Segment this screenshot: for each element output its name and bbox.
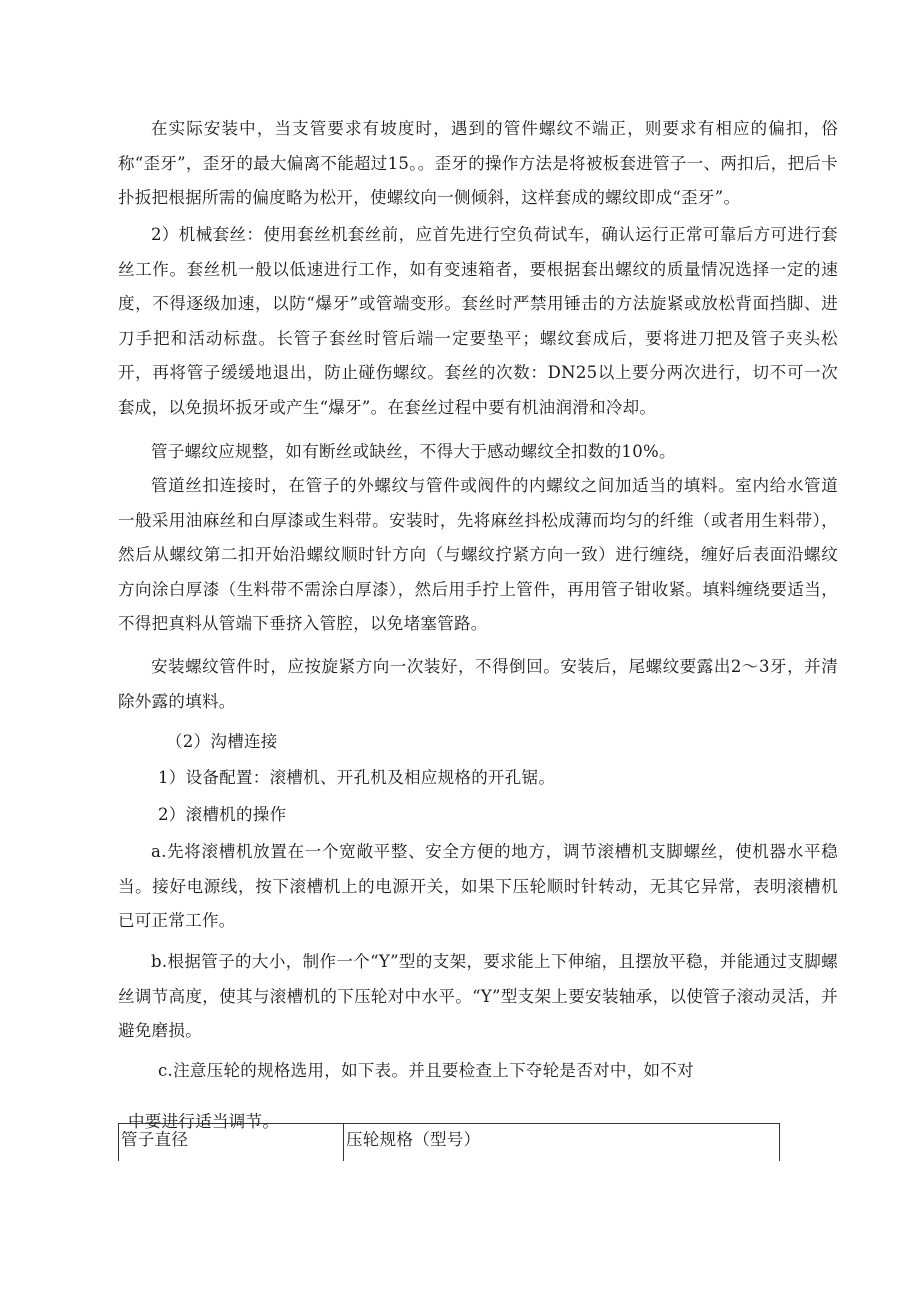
table-header-roller-spec: 压轮规格（型号） — [344, 1124, 780, 1162]
item-equipment-config: 1）设备配置：滚槽机、开孔机及相应规格的开孔锯。 — [158, 768, 556, 787]
table-header-pipe-diameter: 管子直径 — [119, 1124, 344, 1162]
paragraph-machine-threading: 2）机械套丝：使用套丝机套丝前，应首先进行空负荷试车，确认运行正常可靠后方可进行套丝工作。套丝机一般以低速进行工作，如有变速箱者，要根据套出螺纹的质量情况选择一定的速度，不得逐级加速，以防“爆牙”或管端变形。套丝时严禁用锤击的方法旋紧或放松背面挡脚、进刀手把和活动标盘。长管子套丝时管后端一定要垫平；螺纹套成后，要将进刀把及管子夹头松开，再将管子缓缓地退出，防止碰伤螺纹。套丝的次数：DN25以上要分两次进行，切不可一次套成，以免损坏扳牙或产生“爆牙”。在套丝过程中要有机油润滑和冷却。 — [118, 225, 838, 417]
step-a-paragraph: a.先将滚槽机放置在一个宽敞平整、安全方便的地方，调节滚槽机支脚螺丝，使机器水平稳当。接好电源线，按下滚槽机上的电源开关，如果下压轮顺时针转动，无其它异常，表明滚槽机已可正常工作。 — [118, 842, 838, 930]
paragraph-thread-sealing: 管道丝扣连接时，在管子的外螺纹与管件或阀件的内螺纹之间加适当的填料。室内给水管道一般采用油麻丝和白厚漆或生料带。安装时，先将麻丝抖松成薄而均匀的纤维（或者用生料带），然后从螺纹第二扣开始沿螺纹顺时针方向（与螺纹拧紧方向一致）进行缠绕，缠好后表面沿螺纹方向涂白厚漆（生料带不需涂白厚漆），然后用手拧上管件，再用管子钳收紧。填料缠绕要适当，不得把真料从管端下垂挤入管腔，以免堵塞管路。 — [118, 476, 838, 633]
roller-spec-table — [118, 1123, 780, 1161]
item-roller-operation: 2）滚槽机的操作 — [158, 805, 287, 824]
section-heading-groove-connection: （2）沟槽连接 — [166, 732, 278, 751]
step-c-continuation: 中要进行适当调节。 — [128, 1112, 280, 1131]
table-header-row — [119, 1124, 780, 1162]
paragraph-thread-quality: 管子螺纹应规整，如有断丝或缺丝，不得大于感动螺纹全扣数的10%。 — [151, 442, 676, 461]
step-b-paragraph: b.根据管子的大小，制作一个“Y”型的支架，要求能上下伸缩，且摆放平稳，并能通过支脚螺丝调节高度，使其与滚槽机的下压轮对中水平。“Y”型支架上要安装轴承，以使管子滚动灵活，并避免磨损。 — [118, 952, 838, 1040]
paragraph-fitting-install: 安装螺纹管件时，应按旋紧方向一次装好，不得倒回。安装后，尾螺纹要露出2～3牙，并清除外露的填料。 — [118, 657, 838, 711]
paragraph-tilted-thread: 在实际安装中，当支管要求有坡度时，遇到的管件螺纹不端正，则要求有相应的偏扣，俗称“歪牙”，歪牙的最大偏离不能超过15。。歪牙的操作方法是将被板套进管子一、两扣后，把后卡扑扳把根据所需的偏度略为松开，使螺纹向一侧倾斜，这样套成的螺纹即成“歪牙”。 — [118, 119, 838, 207]
step-c-paragraph: c.注意压轮的规格选用，如下表。并且要检查上下夺轮是否对中，如不对 — [158, 1061, 694, 1080]
